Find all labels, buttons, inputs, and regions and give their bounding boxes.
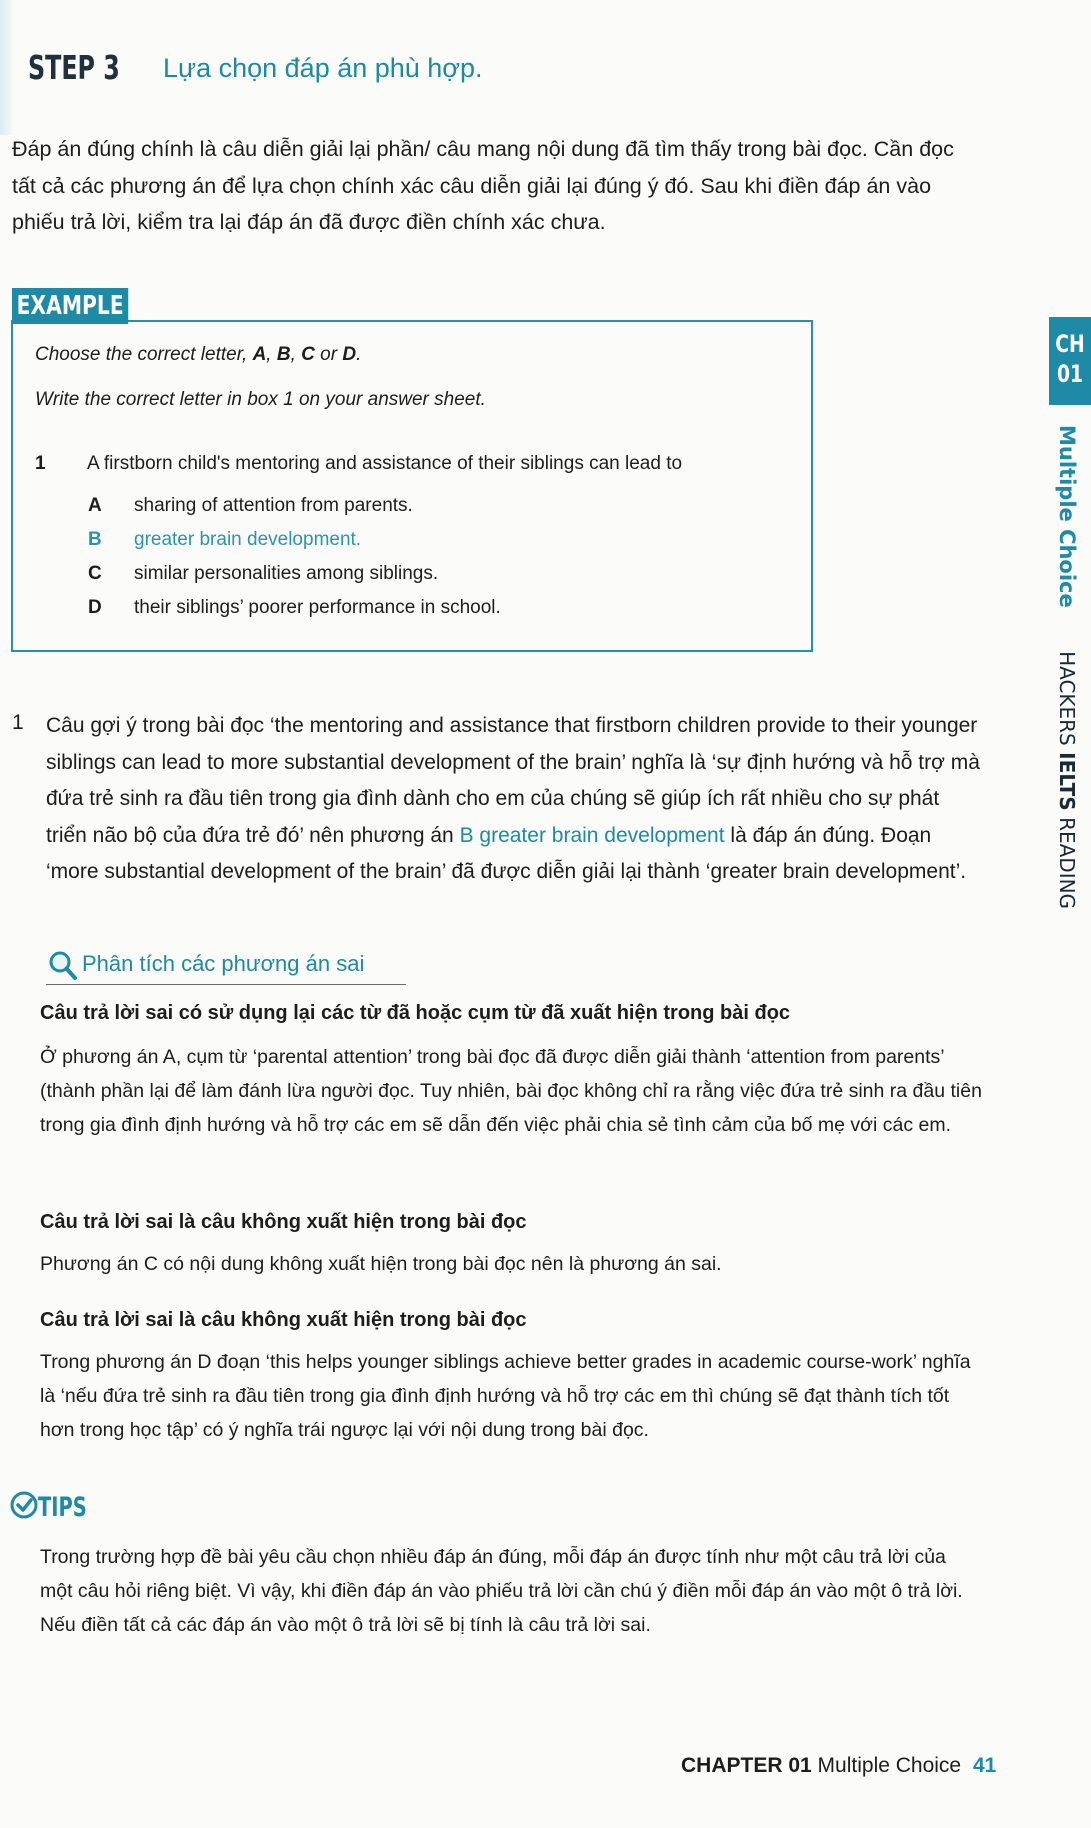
option-letter-a: A — [88, 495, 102, 516]
instruction-letter-b: B — [276, 344, 291, 365]
magnifier-icon — [48, 950, 78, 987]
chapter-tab-number: 01 — [1056, 360, 1084, 388]
option-text-d: their siblings’ poorer performance in school. — [134, 597, 501, 618]
tips-label: TIPS — [38, 1492, 87, 1523]
instruction-letter-a: A — [252, 344, 267, 365]
analysis-title: Phân tích các phương án sai — [82, 951, 365, 976]
example-tag: EXAMPLE — [12, 288, 128, 324]
example-instruction-1 — [35, 344, 361, 366]
footer-title: Multiple Choice — [817, 1754, 962, 1777]
instruction-text: Choose the correct letter, — [35, 344, 253, 365]
instruction-letter-d: D — [342, 344, 357, 365]
option-text-c: similar personalities among siblings. — [134, 563, 439, 584]
analysis-section-3-body: Trong phương án D đoạn ‘this helps younger siblings achieve better grades in academic course-work’ nghĩa là ‘nếu đứa trẻ sinh ra đầu tiên trong gia đình định hướng và hỗ trợ các em thì chúng sẽ đạt thành tích tốt hơn trong học tập’ có ý nghĩa trái ngược lại với nội dung trong bài đọc. — [40, 1351, 971, 1441]
footer-chapter: CHAPTER 01 — [681, 1754, 812, 1777]
option-letter-d: D — [88, 597, 102, 618]
side-brand-ielts: IELTS — [1055, 751, 1079, 811]
answer-reference: B greater brain development — [459, 823, 725, 847]
side-brand — [1055, 632, 1079, 909]
explanation-text-part: Câu gợi ý trong bài đọc ‘the mentoring and assistance that firstborn children provide to their younger siblings can lead to more substantial development of the brain’ nghĩa là ‘sự định hướng và hỗ trợ mà đứa trẻ sinh ra đầu tiên trong gia đình dành cho em của chúng sẽ giúp ích rất nhiều cho sự phát triển não bộ của đứa trẻ đó’ nên phương án — [46, 714, 980, 847]
instruction-or: or — [314, 344, 343, 365]
page-footer — [681, 1754, 996, 1778]
option-text-b: greater brain development. — [134, 529, 362, 550]
side-brand-reading: READING — [1055, 810, 1079, 909]
option-text-a: sharing of attention from parents. — [134, 495, 413, 516]
page-number: 41 — [972, 1754, 997, 1777]
analysis-section-3-title: Câu trả lời sai là câu không xuất hiện trong bài đọc — [40, 1309, 527, 1331]
explanation-text — [46, 708, 981, 891]
left-accent-bar — [0, 0, 14, 135]
instruction-letter-c: C — [301, 344, 315, 365]
chapter-tab — [1049, 317, 1091, 405]
analysis-heading — [46, 946, 406, 985]
analysis-section-1-body: Ở phương án A, cụm từ ‘parental attention’ trong bài đọc đã được diễn giải thành ‘attention from parents’ (thành phần lại để làm đánh lừa người đọc. Tuy nhiên, bài đọc không chỉ ra rằng việc đứa trẻ sinh ra đầu tiên trong gia đình định hướng và hỗ trợ các em sẽ dẫn đến việc phải chia sẻ tình cảm của bố mẹ với các em. — [40, 1046, 982, 1136]
step-label: STEP 3 — [28, 48, 120, 87]
instruction-period: . — [356, 344, 362, 365]
explanation-number: 1 — [12, 711, 24, 734]
step-title: Lựa chọn đáp án phù hợp. — [163, 53, 483, 83]
analysis-section-2-body: Phương án C có nội dung không xuất hiện trong bài đọc nên là phương án sai. — [40, 1253, 722, 1275]
question-text: A firstborn child's mentoring and assistance of their siblings can lead to — [87, 453, 683, 474]
chapter-tab-label: CH — [1055, 330, 1085, 358]
side-running-title — [1055, 425, 1079, 909]
example-instruction-2: Write the correct letter in box 1 on your answer sheet. — [35, 389, 486, 410]
tips-body: Trong trường hợp đề bài yêu cầu chọn nhiều đáp án đúng, mỗi đáp án được tính như một câu trả lời của một câu hỏi riêng biệt. Vì vậy, khi điền đáp án vào phiếu trả lời cần chú ý điền mỗi đáp án vào một ô trả lời. Nếu điền tất cả các đáp án vào một ô trả lời sẽ bị tính là câu trả lời sai. — [40, 1546, 963, 1636]
side-brand-hackers: HACKERS — [1055, 650, 1079, 752]
analysis-section-1-title: Câu trả lời sai có sử dụng lại các từ đã hoặc cụm từ đã xuất hiện trong bài đọc — [40, 1002, 791, 1024]
explanation-text-part: là đáp án đúng. Đoạn ‘more substantial development of the brain’ đã được diễn giải lại thành ‘greater brain development’. — [46, 823, 967, 883]
option-letter-c: C — [88, 563, 102, 584]
instruction-separator: , — [266, 344, 277, 365]
check-icon — [10, 1491, 38, 1524]
instruction-separator: , — [290, 344, 302, 365]
option-letter-b: B — [88, 529, 102, 550]
question-number: 1 — [35, 453, 46, 474]
side-section-title: Multiple Choice — [1055, 425, 1079, 608]
intro-paragraph: Đáp án đúng chính là câu diễn giải lại phần/ câu mang nội dung đã tìm thấy trong bài đọc. Cần đọc tất cả các phương án để lựa chọn chính xác câu diễn giải lại đúng ý đó. Sau khi điền đáp án vào phiếu trả lời, kiểm tra lại đáp án đã được điền chính xác chưa. — [12, 137, 954, 234]
analysis-section-2-title: Câu trả lời sai là câu không xuất hiện trong bài đọc — [40, 1211, 527, 1233]
